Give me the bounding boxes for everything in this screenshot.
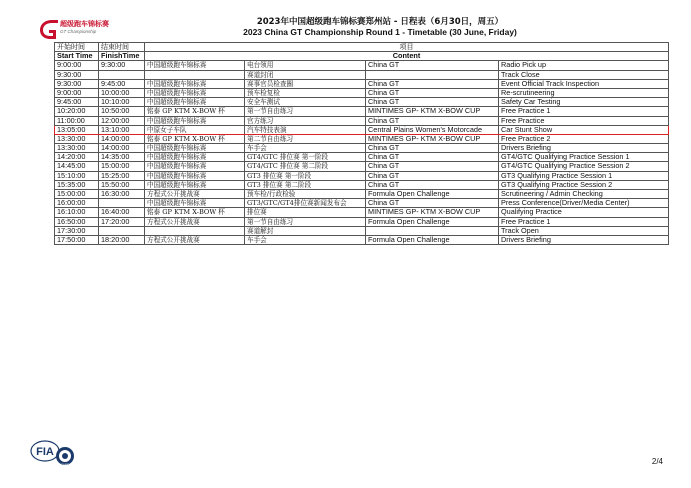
series-en-cell: Formula Open Challenge bbox=[366, 190, 499, 199]
series-en-cell: Central Plains Women's Motorcade bbox=[366, 125, 499, 134]
start-time-cell: 9:00:00 bbox=[55, 88, 99, 97]
event-en-cell: Drivers Briefing bbox=[499, 235, 669, 244]
table-row bbox=[55, 199, 669, 208]
finish-time-cell bbox=[99, 226, 145, 235]
timetable bbox=[54, 42, 669, 245]
series-cn-cell: 中国超级跑车锦标赛 bbox=[145, 199, 245, 208]
series-en-cell: Formula Open Challenge bbox=[366, 235, 499, 244]
header-finish-en: FinishTime bbox=[99, 52, 145, 61]
event-cn-cell: 电台领用 bbox=[245, 61, 366, 70]
series-cn-cell: 中国超级跑车锦标赛 bbox=[145, 88, 245, 97]
series-cn-cell: 铭泰 GP KTM X-BOW 杯 bbox=[145, 208, 245, 217]
event-cn-cell: 第一节自由练习 bbox=[245, 107, 366, 116]
finish-time-cell: 14:00:00 bbox=[99, 134, 145, 143]
event-en-cell: Event Official Track Inspection bbox=[499, 79, 669, 88]
event-cn-cell: 赛道封闭 bbox=[245, 70, 366, 79]
finish-time-cell: 15:50:00 bbox=[99, 180, 145, 189]
series-cn-cell bbox=[145, 226, 245, 235]
start-time-cell: 13:30:00 bbox=[55, 134, 99, 143]
series-en-cell bbox=[366, 226, 499, 235]
series-en-cell: Formula Open Challenge bbox=[366, 217, 499, 226]
series-cn-cell: 中国超级跑车锦标赛 bbox=[145, 162, 245, 171]
series-en-cell: MINTIMES GP- KTM X-BOW CUP bbox=[366, 134, 499, 143]
start-time-cell: 16:50:00 bbox=[55, 217, 99, 226]
finish-time-cell: 12:00:00 bbox=[99, 116, 145, 125]
event-en-cell: Free Practice bbox=[499, 116, 669, 125]
series-en-cell: MINTIMES GP- KTM X-BOW CUP bbox=[366, 208, 499, 217]
event-cn-cell: GT4/GTC 排位赛 第一阶段 bbox=[245, 153, 366, 162]
event-cn-cell: GT3 排位赛 第一阶段 bbox=[245, 171, 366, 180]
event-en-cell: Radio Pick up bbox=[499, 61, 669, 70]
series-en-cell: China GT bbox=[366, 199, 499, 208]
table-row bbox=[55, 171, 669, 180]
series-cn-cell: 中原女子车队 bbox=[145, 125, 245, 134]
event-en-cell: Press Conference(Driver/Media Center) bbox=[499, 199, 669, 208]
event-en-cell: Scrutineering / Admin Checking bbox=[499, 190, 669, 199]
event-en-cell: Qualifying Practice bbox=[499, 208, 669, 217]
event-cn-cell: 车手会 bbox=[245, 144, 366, 153]
table-row bbox=[55, 125, 669, 134]
start-time-cell: 14:45:00 bbox=[55, 162, 99, 171]
event-en-cell: Drivers Briefing bbox=[499, 144, 669, 153]
series-en-cell: China GT bbox=[366, 171, 499, 180]
header-finish-cn: 结束时间 bbox=[99, 43, 145, 52]
camf-logo-icon bbox=[55, 446, 75, 466]
start-time-cell: 9:45:00 bbox=[55, 98, 99, 107]
event-en-cell: Track Close bbox=[499, 70, 669, 79]
finish-time-cell: 10:10:00 bbox=[99, 98, 145, 107]
event-en-cell: Free Practice 1 bbox=[499, 217, 669, 226]
camf-logo-text: CAMF bbox=[60, 462, 70, 466]
fia-logo-text: FIA bbox=[36, 446, 54, 458]
finish-time-cell: 10:50:00 bbox=[99, 107, 145, 116]
start-time-cell: 16:10:00 bbox=[55, 208, 99, 217]
page-title-cn: 2023年中国超级跑车锦标赛郑州站 - 日程表（6月30日，周五） bbox=[256, 17, 504, 27]
event-cn-cell: 第二节自由练习 bbox=[245, 134, 366, 143]
event-cn-cell: 预车检复检 bbox=[245, 88, 366, 97]
event-cn-cell: 安全车测试 bbox=[245, 98, 366, 107]
finish-time-cell bbox=[99, 199, 145, 208]
start-time-cell: 15:35:00 bbox=[55, 180, 99, 189]
page-title-en: 2023 China GT Championship Round 1 - Timetable (30 June, Friday) bbox=[243, 27, 517, 37]
series-en-cell: China GT bbox=[366, 98, 499, 107]
china-gt-logo-mark-icon bbox=[38, 17, 60, 41]
header-start-en: Start Time bbox=[55, 52, 99, 61]
series-cn-cell: 中国超级跑车锦标赛 bbox=[145, 153, 245, 162]
event-cn-cell: 赛事官员检查圈 bbox=[245, 79, 366, 88]
series-en-cell: MINTIMES GP- KTM X-BOW CUP bbox=[366, 107, 499, 116]
finish-time-cell: 17:20:00 bbox=[99, 217, 145, 226]
table-row bbox=[55, 226, 669, 235]
series-en-cell: China GT bbox=[366, 153, 499, 162]
page-number: 2/4 bbox=[651, 457, 663, 466]
start-time-cell: 9:30:00 bbox=[55, 70, 99, 79]
table-row bbox=[55, 61, 669, 70]
series-cn-cell: 方程式公开挑战赛 bbox=[145, 217, 245, 226]
start-time-cell: 13:30:00 bbox=[55, 144, 99, 153]
finish-time-cell: 14:35:00 bbox=[99, 153, 145, 162]
event-en-cell: GT3 Qualifying Practice Session 2 bbox=[499, 180, 669, 189]
table-row bbox=[55, 144, 669, 153]
table-row bbox=[55, 79, 669, 88]
table-row bbox=[55, 180, 669, 189]
finish-time-cell: 16:30:00 bbox=[99, 190, 145, 199]
series-cn-cell: 中国超级跑车锦标赛 bbox=[145, 79, 245, 88]
series-en-cell: China GT bbox=[366, 88, 499, 97]
table-row bbox=[55, 208, 669, 217]
start-time-cell: 11:00:00 bbox=[55, 116, 99, 125]
series-cn-cell: 中国超级跑车锦标赛 bbox=[145, 116, 245, 125]
event-cn-cell: 官方练习 bbox=[245, 116, 366, 125]
series-en-cell: China GT bbox=[366, 79, 499, 88]
start-time-cell: 9:30:00 bbox=[55, 79, 99, 88]
table-row bbox=[55, 98, 669, 107]
finish-time-cell: 14:00:00 bbox=[99, 144, 145, 153]
logo-text-cn: 超级跑车锦标赛 bbox=[60, 21, 109, 28]
table-row bbox=[55, 217, 669, 226]
table-row bbox=[55, 70, 669, 79]
start-time-cell: 10:20:00 bbox=[55, 107, 99, 116]
finish-time-cell bbox=[99, 70, 145, 79]
event-cn-cell: 赛道解封 bbox=[245, 226, 366, 235]
start-time-cell: 15:00:00 bbox=[55, 190, 99, 199]
header-content-cn: 项目 bbox=[145, 43, 669, 52]
finish-time-cell: 18:20:00 bbox=[99, 235, 145, 244]
series-cn-cell: 方程式公开挑战赛 bbox=[145, 235, 245, 244]
event-en-cell: Safety Car Testing bbox=[499, 98, 669, 107]
table-row bbox=[55, 190, 669, 199]
series-cn-cell: 铭泰 GP KTM X-BOW 杯 bbox=[145, 134, 245, 143]
finish-time-cell: 15:00:00 bbox=[99, 162, 145, 171]
header-row-en bbox=[55, 52, 669, 61]
event-en-cell: Track Open bbox=[499, 226, 669, 235]
event-en-cell: GT3 Qualifying Practice Session 1 bbox=[499, 171, 669, 180]
event-en-cell: Free Practice 2 bbox=[499, 134, 669, 143]
series-en-cell bbox=[366, 70, 499, 79]
event-cn-cell: 车手会 bbox=[245, 235, 366, 244]
series-cn-cell: 中国超级跑车锦标赛 bbox=[145, 98, 245, 107]
event-en-cell: Free Practice 1 bbox=[499, 107, 669, 116]
start-time-cell: 17:30:00 bbox=[55, 226, 99, 235]
event-en-cell: Re-scrutineering bbox=[499, 88, 669, 97]
series-cn-cell bbox=[145, 70, 245, 79]
series-en-cell: China GT bbox=[366, 162, 499, 171]
start-time-cell: 13:05:00 bbox=[55, 125, 99, 134]
finish-time-cell: 15:25:00 bbox=[99, 171, 145, 180]
series-cn-cell: 方程式公开挑战赛 bbox=[145, 190, 245, 199]
event-cn-cell: 汽车特技表演 bbox=[245, 125, 366, 134]
finish-time-cell: 16:40:00 bbox=[99, 208, 145, 217]
header-row-cn bbox=[55, 43, 669, 52]
table-row bbox=[55, 116, 669, 125]
table-row bbox=[55, 88, 669, 97]
table-row bbox=[55, 134, 669, 143]
series-cn-cell: 铭泰 GP KTM X-BOW 杯 bbox=[145, 107, 245, 116]
finish-time-cell: 9:45:00 bbox=[99, 79, 145, 88]
start-time-cell: 17:50:00 bbox=[55, 235, 99, 244]
header-start-cn: 开始时间 bbox=[55, 43, 99, 52]
table-row bbox=[55, 153, 669, 162]
event-cn-cell: GT4/GTC 排位赛 第二阶段 bbox=[245, 162, 366, 171]
series-en-cell: China GT bbox=[366, 61, 499, 70]
series-cn-cell: 中国超级跑车锦标赛 bbox=[145, 144, 245, 153]
series-en-cell: China GT bbox=[366, 116, 499, 125]
event-cn-cell: 第一节自由练习 bbox=[245, 217, 366, 226]
start-time-cell: 9:00:00 bbox=[55, 61, 99, 70]
series-en-cell: China GT bbox=[366, 144, 499, 153]
china-gt-logo bbox=[38, 17, 118, 43]
table-row bbox=[55, 235, 669, 244]
series-en-cell: China GT bbox=[366, 180, 499, 189]
series-cn-cell: 中国超级跑车锦标赛 bbox=[145, 61, 245, 70]
header-content-en: Content bbox=[145, 52, 669, 61]
event-cn-cell: 排位赛 bbox=[245, 208, 366, 217]
event-en-cell: GT4/GTC Qualifying Practice Session 2 bbox=[499, 162, 669, 171]
table-row bbox=[55, 162, 669, 171]
start-time-cell: 16:00:00 bbox=[55, 199, 99, 208]
finish-time-cell: 9:30:00 bbox=[99, 61, 145, 70]
event-en-cell: GT4/GTC Qualifying Practice Session 1 bbox=[499, 153, 669, 162]
event-cn-cell: GT3 排位赛 第二阶段 bbox=[245, 180, 366, 189]
finish-time-cell: 10:00:00 bbox=[99, 88, 145, 97]
series-cn-cell: 中国超级跑车锦标赛 bbox=[145, 180, 245, 189]
event-cn-cell: GT3/GTC/GT4排位赛新闻发布会 bbox=[245, 199, 366, 208]
event-cn-cell: 预车检/行政检验 bbox=[245, 190, 366, 199]
finish-time-cell: 13:10:00 bbox=[99, 125, 145, 134]
start-time-cell: 14:20:00 bbox=[55, 153, 99, 162]
event-en-cell: Car Stunt Show bbox=[499, 125, 669, 134]
logo-text-en: GT Championship bbox=[60, 29, 97, 34]
start-time-cell: 15:10:00 bbox=[55, 171, 99, 180]
table-row bbox=[55, 107, 669, 116]
series-cn-cell: 中国超级跑车锦标赛 bbox=[145, 171, 245, 180]
